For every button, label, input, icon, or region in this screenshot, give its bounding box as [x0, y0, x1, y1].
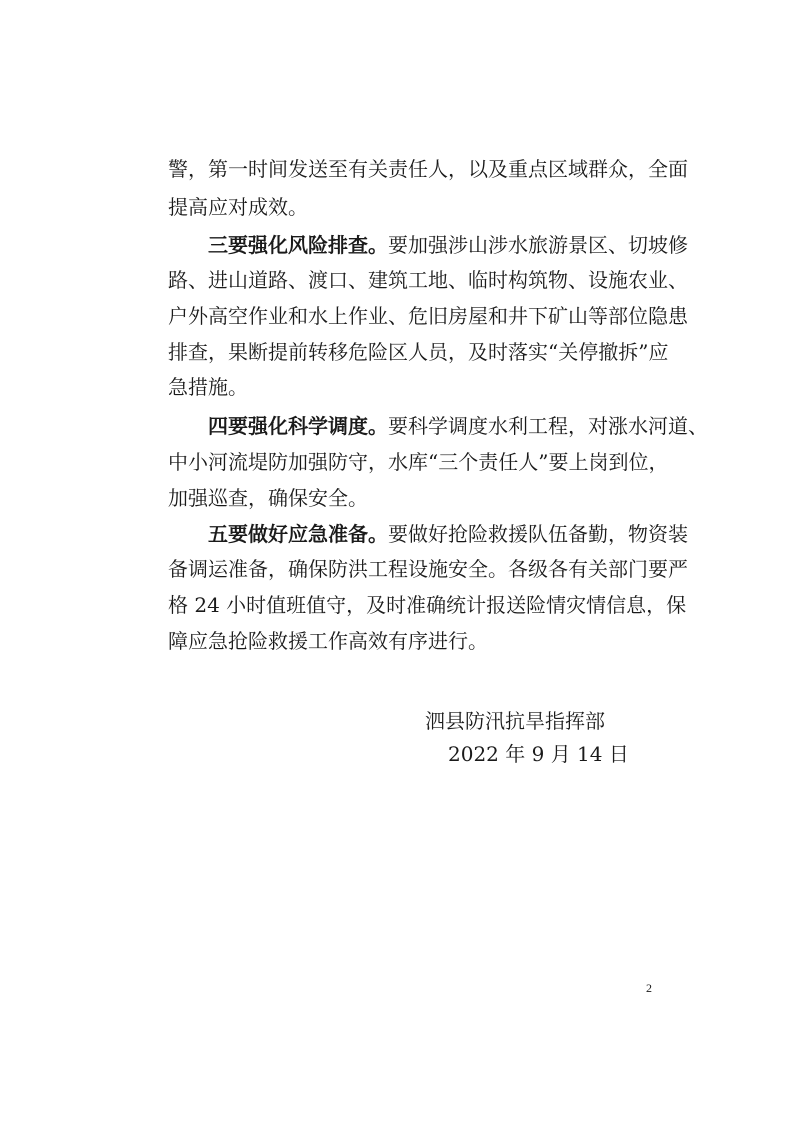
paragraph-5-line-3: 格 24 小时值班值守，及时准确统计报送险情灾情信息，保	[168, 593, 687, 617]
paragraph-3-line-1	[208, 231, 688, 259]
paragraph-4-heading: 四要强化科学调度。	[208, 414, 388, 438]
paragraph-5-line-1	[208, 520, 688, 548]
signature-organization: 泗县防汛抗旱指挥部	[425, 709, 605, 733]
paragraph-3-line-2: 路、进山道路、渡口、建筑工地、临时构筑物、设施农业、	[168, 268, 688, 292]
paragraph-4-line-2: 中小河流堤防加强防守，水库“三个责任人”要上岗到位，	[168, 450, 669, 474]
paragraph-5-heading: 五要做好应急准备。	[208, 522, 388, 546]
paragraph-3-line-3: 户外高空作业和水上作业、危旧房屋和井下矿山等部位隐患	[168, 304, 688, 328]
paragraph-5-line-4: 障应急抢险救援工作高效有序进行。	[168, 629, 488, 653]
paragraph-4-line-3: 加强巡查，确保安全。	[168, 486, 368, 510]
paragraph-continuation-line-2: 提高应对成效。	[168, 195, 308, 219]
paragraph-3-heading: 三要强化风险排查。	[208, 233, 388, 257]
signature-date: 2022 年 9 月 14 日	[448, 742, 629, 766]
paragraph-4-line-1	[208, 412, 708, 440]
page-number: 2	[646, 981, 652, 995]
paragraph-continuation-line-1: 警，第一时间发送至有关责任人，以及重点区域群众，全面	[168, 157, 688, 181]
paragraph-5-line-2: 备调运准备，确保防洪工程设施安全。各级各有关部门要严	[168, 557, 688, 581]
paragraph-3-line-5: 急措施。	[168, 375, 248, 399]
paragraph-4-line-1-text: 要科学调度水利工程，对涨水河道、	[388, 414, 708, 438]
paragraph-5-line-1-text: 要做好抢险救援队伍备勤，物资装	[388, 522, 688, 546]
paragraph-3-line-1-text: 要加强涉山涉水旅游景区、切坡修	[388, 233, 688, 257]
paragraph-3-line-4: 排查，果断提前转移危险区人员，及时落实“关停撤拆”应	[168, 340, 669, 364]
